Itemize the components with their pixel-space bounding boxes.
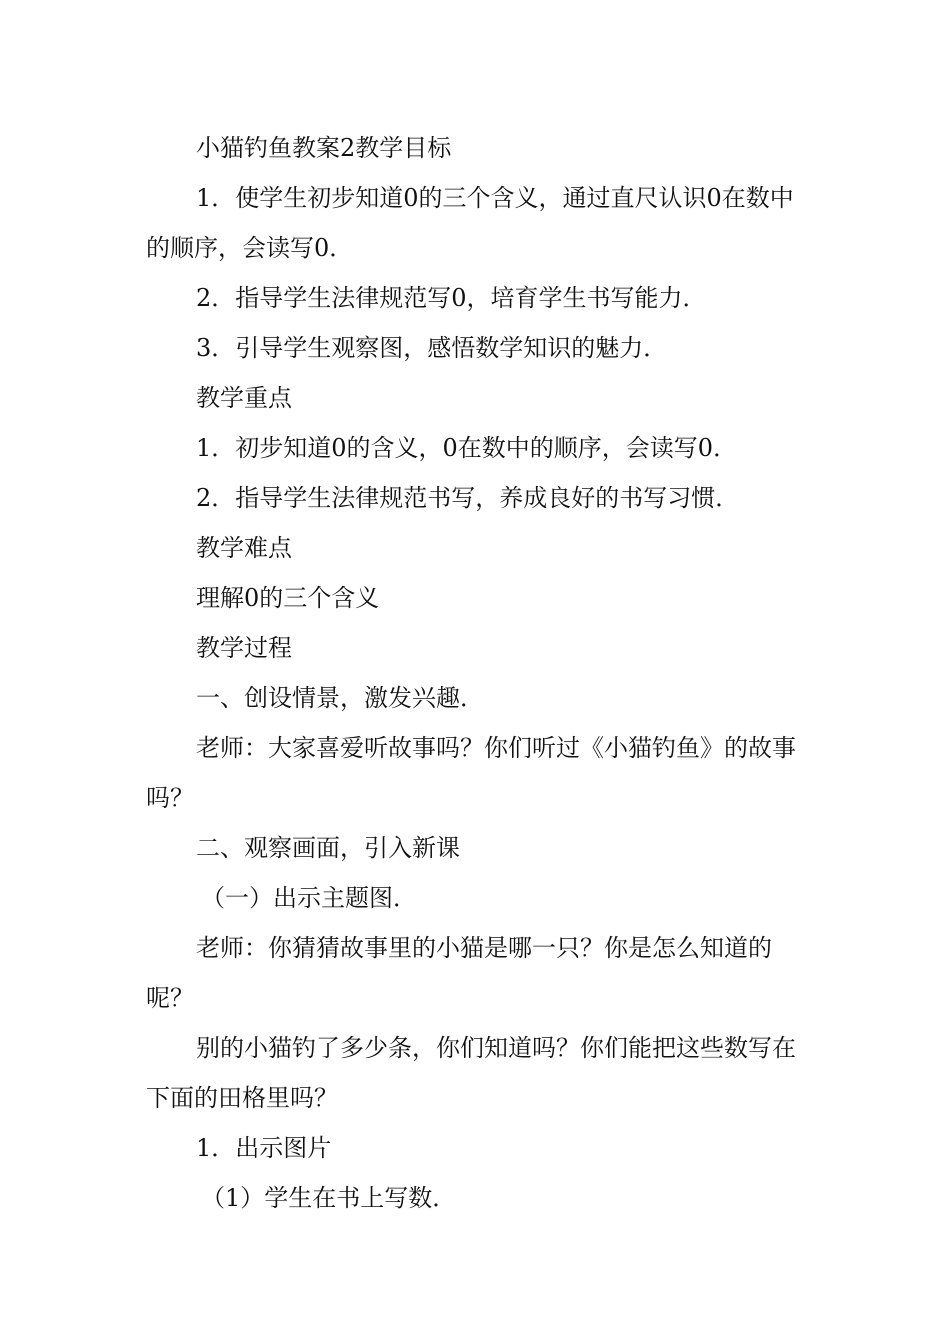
paragraph: 二、观察画面，引入新课 [196,834,460,862]
paragraph: 老师：大家喜爱听故事吗？你们听过《小猫钓鱼》的故事吗？ [146,734,796,812]
paragraph: （1）学生在书上写数． [201,1184,457,1212]
paragraph: 3．引导学生观察图，感悟数学知识的魅力． [196,334,668,362]
paragraph: 1．使学生初步知道0的三个含义，通过直尺认识0在数中的顺序，会读写0． [146,184,794,262]
section-heading: 教学过程 [196,634,292,662]
paragraph: （一）出示主题图． [201,884,417,912]
paragraph: 2．指导学生法律规范书写，养成良好的书写习惯． [196,484,740,512]
paragraph: 1．出示图片 [196,1134,332,1162]
paragraph: 老师：你猜猜故事里的小猫是哪一只？你是怎么知道的呢？ [146,934,772,1012]
section-heading: 教学重点 [196,384,292,412]
section-heading: 教学难点 [196,534,292,562]
doc-title: 小猫钓鱼教案2教学目标 [196,134,452,162]
paragraph: 一、创设情景，激发兴趣． [196,684,484,712]
paragraph: 1．初步知道0的含义，0在数中的顺序，会读写0． [196,434,738,462]
paragraph: 别的小猫钓了多少条，你们知道吗？你们能把这些数写在下面的田格里吗？ [146,1034,796,1112]
paragraph: 理解0的三个含义 [196,584,380,612]
document-body [146,123,811,1223]
paragraph: 2．指导学生法律规范写0，培育学生书写能力． [196,284,707,312]
